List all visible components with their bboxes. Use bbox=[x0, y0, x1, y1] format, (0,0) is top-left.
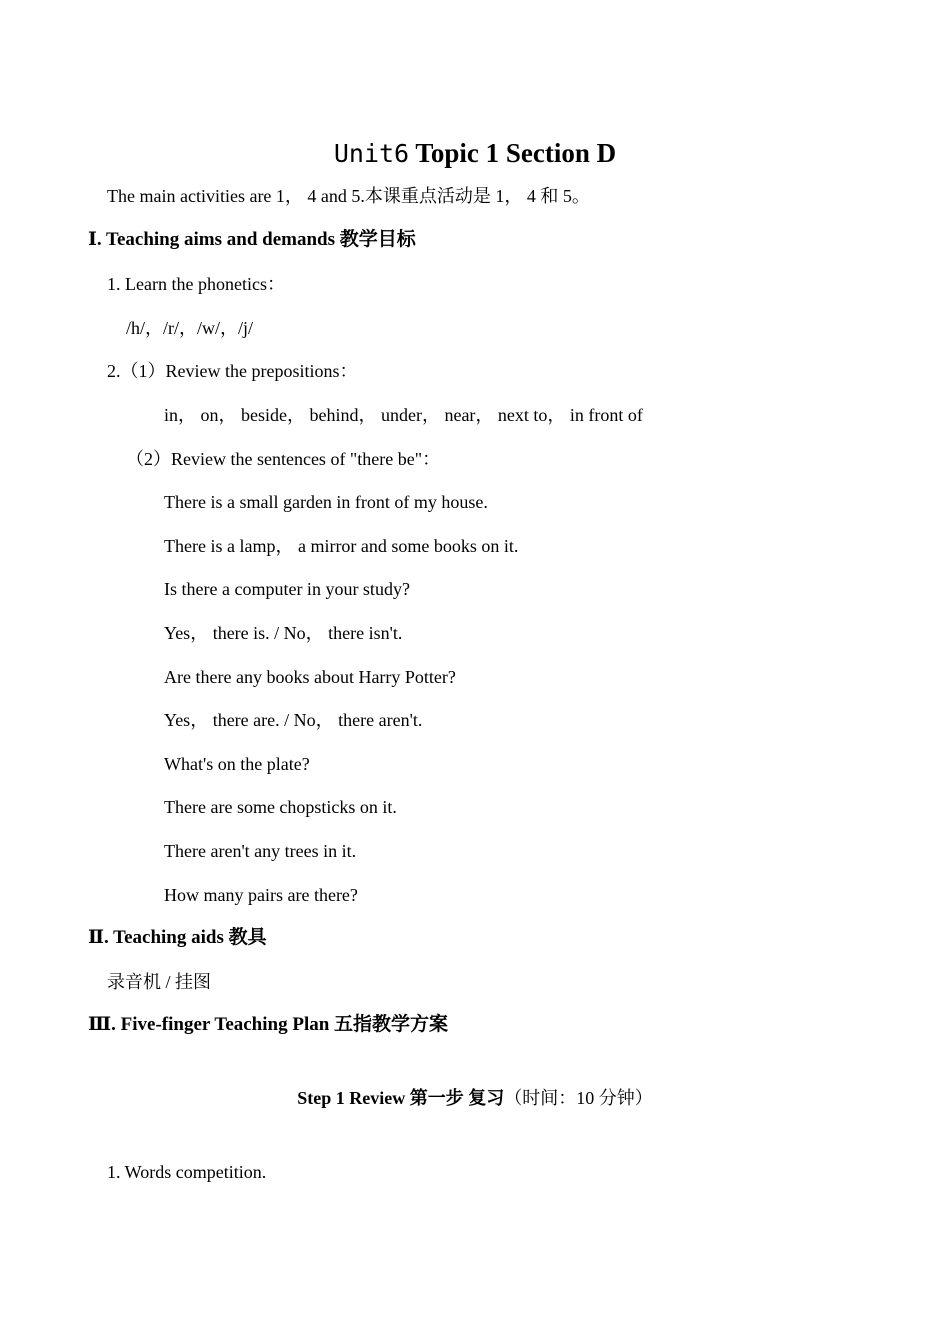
sentence-line: Yes， there are. / No， there aren't. bbox=[164, 710, 423, 730]
sentence-line: How many pairs are there? bbox=[164, 885, 358, 905]
phonetics-item: 1. Learn the phonetics： bbox=[107, 274, 285, 294]
step1-heading bbox=[0, 1087, 950, 1109]
sentences-item: （2）Review the sentences of "there be"： bbox=[126, 449, 441, 469]
phonetics-list: /h/，/r/，/w/，/j/ bbox=[126, 318, 254, 338]
title-unit: Unit6 bbox=[333, 139, 410, 168]
section1-heading: Ⅰ. Teaching aims and demands 教学目标 bbox=[88, 229, 416, 250]
sentence-line: What's on the plate? bbox=[164, 754, 310, 774]
title-topic-section: Topic 1 Section D bbox=[415, 138, 617, 168]
sentence-line: There is a lamp， a mirror and some books on it. bbox=[164, 536, 519, 556]
sentence-line: Is there a computer in your study? bbox=[164, 579, 410, 599]
intro-text: The main activities are 1， 4 and 5.本课重点活动是 1， 4 和 5。 bbox=[107, 186, 590, 206]
sentence-line: There are some chopsticks on it. bbox=[164, 797, 397, 817]
step1-time: （时间：10 分钟） bbox=[504, 1088, 653, 1108]
words-competition-item: 1. Words competition. bbox=[107, 1162, 267, 1182]
section3-heading: Ⅲ. Five-finger Teaching Plan 五指教学方案 bbox=[88, 1014, 449, 1035]
teaching-aids-list: 录音机 / 挂图 bbox=[107, 972, 212, 992]
sentence-line: Yes， there is. / No， there isn't. bbox=[164, 623, 403, 643]
document-title bbox=[0, 136, 950, 171]
sentence-line: Are there any books about Harry Potter? bbox=[164, 667, 456, 687]
prepositions-list: in， on， beside， behind， under， near， next to， in front of bbox=[164, 405, 643, 425]
step1-label: Step 1 Review 第一步 复习 bbox=[297, 1088, 505, 1108]
sentence-line: There is a small garden in front of my house. bbox=[164, 492, 488, 512]
sentence-line: There aren't any trees in it. bbox=[164, 841, 357, 861]
section2-heading: Ⅱ. Teaching aids 教具 bbox=[88, 927, 267, 948]
prepositions-item: 2.（1）Review the prepositions： bbox=[107, 361, 358, 381]
